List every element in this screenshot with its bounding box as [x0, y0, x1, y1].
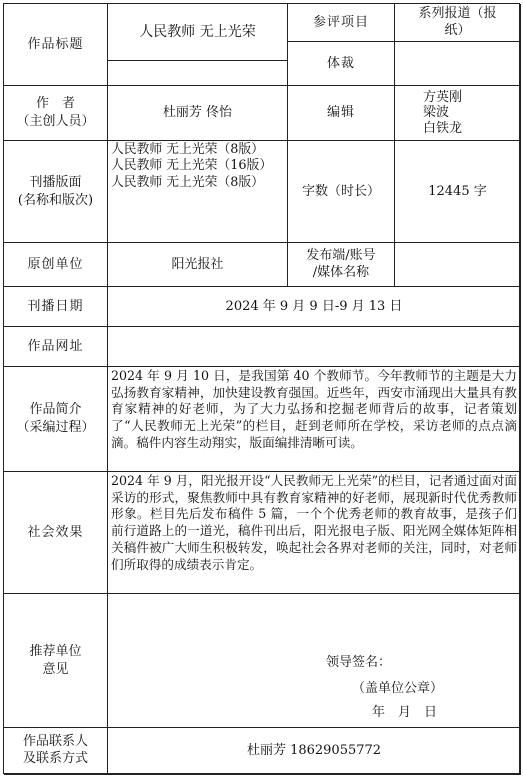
- layout-label-line1: 刊播版面: [29, 174, 82, 190]
- recommend-label: [4, 594, 108, 728]
- layout-1: 人民教师 无上光荣（8版）: [111, 142, 264, 157]
- word-count-label: 字数（时长）: [288, 141, 395, 243]
- editors: [395, 86, 521, 141]
- contact-label-line2: 及联系方式: [22, 751, 88, 766]
- contact-label-line1: 作品联系人: [22, 734, 88, 750]
- date-label: 刊播日期: [4, 287, 108, 327]
- social-effect: 2024 年 9 月，阳光报开设“人民教师无上光荣”的栏目，记者通过面对面采访的形式，聚焦教师中具有教育家精神的好老师，展现新时代优秀教师形象。栏目先后发布稿件 5 篇，一个个优秀老师的教育故事，是孩子们前行道路上的一道光，稿件刊出后，阳光报电子版、阳光网全媒体矩阵相关稿件被广大师生积极转发，唤起社会各界对老师的关注，同时，对老师们所取得的成绩表示肯定。: [108, 472, 521, 594]
- publish-end-label: [288, 243, 395, 287]
- work-title-label: 作品标题: [4, 4, 108, 86]
- work-title: 人民教师 无上光荣: [108, 4, 288, 61]
- editor-1: 方英刚: [423, 89, 463, 105]
- genre-label: 体裁: [288, 42, 395, 86]
- authors: 杜丽芳 佟怡: [108, 86, 288, 141]
- word-count: 12445 字: [395, 141, 521, 243]
- leader-signature: 领导签名：: [326, 655, 392, 670]
- publish-end: [395, 243, 521, 287]
- contact-label: [4, 728, 108, 775]
- entry-form: [3, 3, 520, 774]
- entry-item: 系列报道（报纸）: [395, 4, 521, 42]
- editor-2: 梁波: [423, 105, 450, 121]
- publish-end-label-line1: 发布端/账号: [306, 248, 376, 264]
- summary-label: [4, 367, 108, 472]
- layout-label-line2: (名称和版次): [17, 192, 94, 208]
- publish-date: 2024 年 9 月 9 日-9 月 13 日: [108, 287, 521, 327]
- layout-label: [4, 141, 108, 243]
- work-url: [108, 327, 521, 367]
- editor-3: 白铁龙: [423, 120, 463, 136]
- org-label: 原创单位: [4, 243, 108, 287]
- layout-2: 人民教师 无上光荣（16版）: [111, 158, 273, 174]
- publish-end-label-line2: /媒体名称: [312, 264, 370, 280]
- org: 阳光报社: [108, 243, 288, 287]
- effect-label: 社会效果: [4, 472, 108, 594]
- contact: 杜丽芳 18629055772: [108, 728, 521, 775]
- author-label-line2: （主创人员）: [16, 114, 95, 129]
- recommend-opinion: [108, 594, 521, 728]
- recommend-label-line2: 意见: [42, 661, 69, 677]
- unit-seal: （盖单位公章）: [352, 681, 444, 696]
- genre-value: [395, 42, 521, 86]
- entry-item-label: 参评项目: [288, 4, 395, 42]
- summary-label-line2: （采编过程）: [16, 420, 95, 435]
- sign-date: 年 月 日: [372, 705, 438, 720]
- layout-3: 人民教师 无上光荣（8版）: [111, 174, 264, 190]
- layouts: [108, 141, 288, 243]
- summary-label-line1: 作品简介: [29, 402, 82, 418]
- recommend-label-line1: 推荐单位: [29, 643, 82, 659]
- url-label: 作品网址: [4, 327, 108, 367]
- summary: 2024 年 9 月 10 日，是我国第 40 个教师节。今年教师节的主题是大力弘扬教育家精神，加快建设教育强国。近些年，西安市涌现出大量具有教育家精神的好老师，为了大力弘扬和挖掘老师背后的故事，记者策划了“人民教师无上光荣”的栏目，赶到老师所在学校，采访老师的点点滴滴。稿件内容生动翔实，版面编排清晰可读。: [108, 367, 521, 472]
- author-label: [4, 86, 108, 141]
- author-label-line1: 作 者: [35, 96, 75, 112]
- editor-label: 编辑: [288, 86, 395, 141]
- work-title-blank: [108, 61, 288, 86]
